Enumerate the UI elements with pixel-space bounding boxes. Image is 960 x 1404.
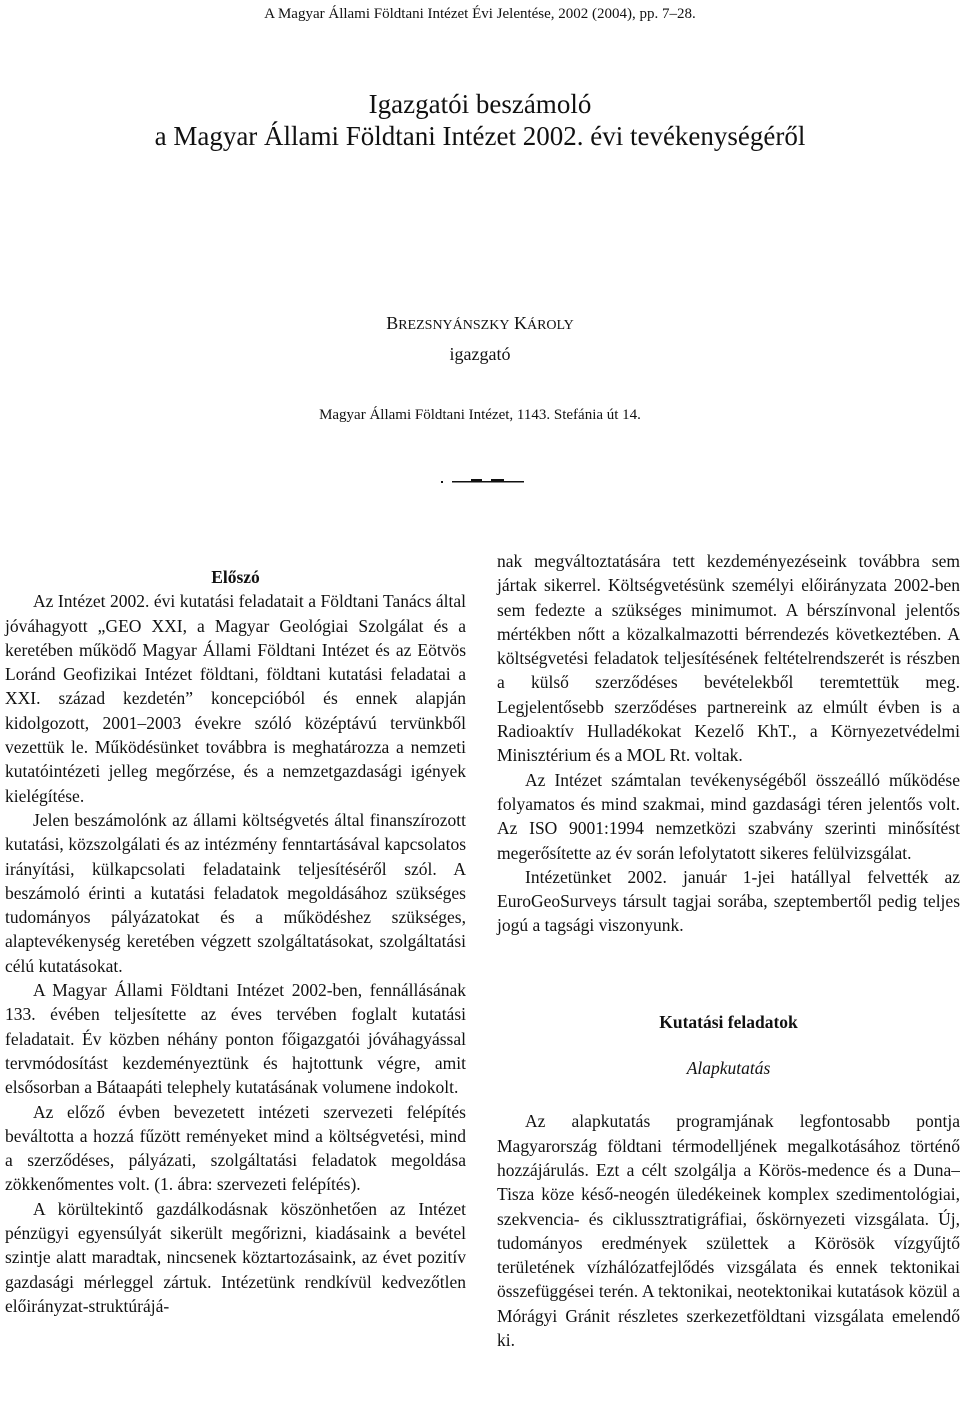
paragraph: A Magyar Állami Földtani Intézet 2002-ben, fennállásának 133. évében teljesítette az éves tervében foglalt kutatási feladatait. Év közben néhány ponton főigazgatói jóváhagyással tervmódosítást kezdeményeztünk és hajtottunk végre, amit elsősorban a Bátaapáti telephely kutatásának volumene indokolt.	[5, 980, 466, 1098]
author-role: igazgató	[449, 344, 511, 364]
paragraph: Az alapkutatás programjának legfontosabb pontja Magyarország földtani térmodelljének megalkotásához történő hozzájárulás. Ezt a célt szolgálja a Körös-medence és a Duna–Tisza köze késő-neogén üledékeinek komplex szedimentológiai, szekvencia- és ciklussztratigráfiai, őskörnyezeti vizsgálata. Új, tudományos eredmények születtek a Körösök vízgyűjtő területének vízhálózatfejlődés vizsgálata és ennek tektonikai összefüggései terén. A tektonikai, neotektonikai kutatások közül a Mórágyi Gránit részletes szerkezetföldtani vizsgálata emelendő ki.	[497, 1111, 960, 1351]
paragraph: A körültekintő gazdálkodásnak köszönhetően az Intézet pénzügyi egyensúlyát sikerült megőrizni, kiadásaink a bevétel szintje alatt maradtak, nincsenek köztartozásaink, az évet pozitív gazdasági mérleggel zártuk. Intézetünk rendkívül kedvezőtlen előirányzat-struktúrájá-	[5, 1198, 466, 1316]
paragraph: Az Intézet számtalan tevékenységéből összeálló működése folyamatos és mind szakmai, mind gazdasági téren jelentős volt. Az ISO 9001:1994 nemzetközi szabvány szerinti minősítést megerősítette az év során lefolytatott sikeres felülvizsgálat.	[497, 769, 960, 863]
left-column	[5, 565, 466, 1318]
author-name-initial-1: B	[386, 313, 399, 333]
paragraph: Az Intézet 2002. évi kutatási feladatait a Földtani Tanács által jóváhagyott „GEO XXI, a Magyar Geológiai Szolgálat és a keretében működő Magyar Állami Földtani Intézet és az Eötvös Loránd Geofizikai Intézet földtani, földtani kutatási feladatai a XXI. század kezdetén” koncepcióból és ennek alapján kidolgozott, 2001–2003 évekre szóló középtávú tervünkből vezettük le. Működésünket továbbra is meghatározza a nemzeti kutatóintézeti jelleg megőrzése, és a nemzetgazdasági igények kielégítése.	[5, 591, 466, 806]
right-column	[497, 549, 960, 1352]
section-heading-kutatasi-feladatok: Kutatási feladatok	[659, 1011, 798, 1032]
subsection-heading-alapkutatas: Alapkutatás	[686, 1058, 771, 1079]
author-block	[0, 311, 960, 366]
author-name	[0, 311, 960, 338]
section-heading-eloszo: Előszó	[211, 567, 260, 587]
separator-mark	[441, 476, 526, 484]
paragraph: nak megváltoztatására tett kezdeményezéseink továbbra sem jártak sikerrel. Költségvetésünk személyi előirányzata 2002-ben sem fedezte a szükséges minimumot. A bérszínvonal jelentős mértékben nőtt a közalkalmazotti bérrendezés következtében. A költségvetési feladatok teljesítésének feltételrendszerét is részben a külső szerződéses bevételekből teremtettük meg. Legjelentősebb szerződéses partnereink az elmúlt évben is a Radioaktív Hulladékokat Kezelő KhT., a Környezetvédelmi Minisztérium és a MOL Rt. voltak.	[497, 551, 960, 766]
paragraph: Intézetünket 2002. január 1-jei hatállyal felvették az EuroGeoSurveys társult tagjai sorába, szeptembertől pedig teljes jogú a tagsági viszonyunk.	[497, 866, 960, 936]
author-name-initial-2: K	[513, 313, 527, 333]
page-title-line-2: a Magyar Állami Földtani Intézet 2002. évi tevékenységéről	[154, 121, 806, 151]
paragraph: Jelen beszámolónk az állami költségvetés által finanszírozott kutatási, közszolgálati és az intézmény fenntartásával kapcsolatos irányítási, külkapcsolati feladataink teljesítéséről szól. A beszámoló érinti a kutatási feladatok megoldásához szükséges tudományos pályázatokat és a működéshez szükséges, alaptevékenység keretében végzett szolgáltatásokat, szolgáltatási célú kutatásokat.	[5, 809, 466, 976]
author-address: Magyar Állami Földtani Intézet, 1143. Stefánia út 14.	[319, 407, 641, 423]
author-name-rest-2: ÁROLY	[526, 318, 574, 333]
author-name-rest-1: REZSNYÁNSZKY	[398, 318, 510, 333]
paragraph: Az előző évben bevezetett intézeti szervezeti felépítés beváltotta a hozzá fűzött reményeket mind a költségvetési, mind a szerződéses, pályázati, szolgáltatási feladatok megoldása zökkenőmentes volt. (1. ábra: szervezeti felépítés).	[5, 1101, 466, 1195]
running-head: A Magyar Állami Földtani Intézet Évi Jelentése, 2002 (2004), pp. 7–28.	[264, 6, 696, 22]
page-title-line-1: Igazgatói beszámoló	[368, 89, 592, 119]
